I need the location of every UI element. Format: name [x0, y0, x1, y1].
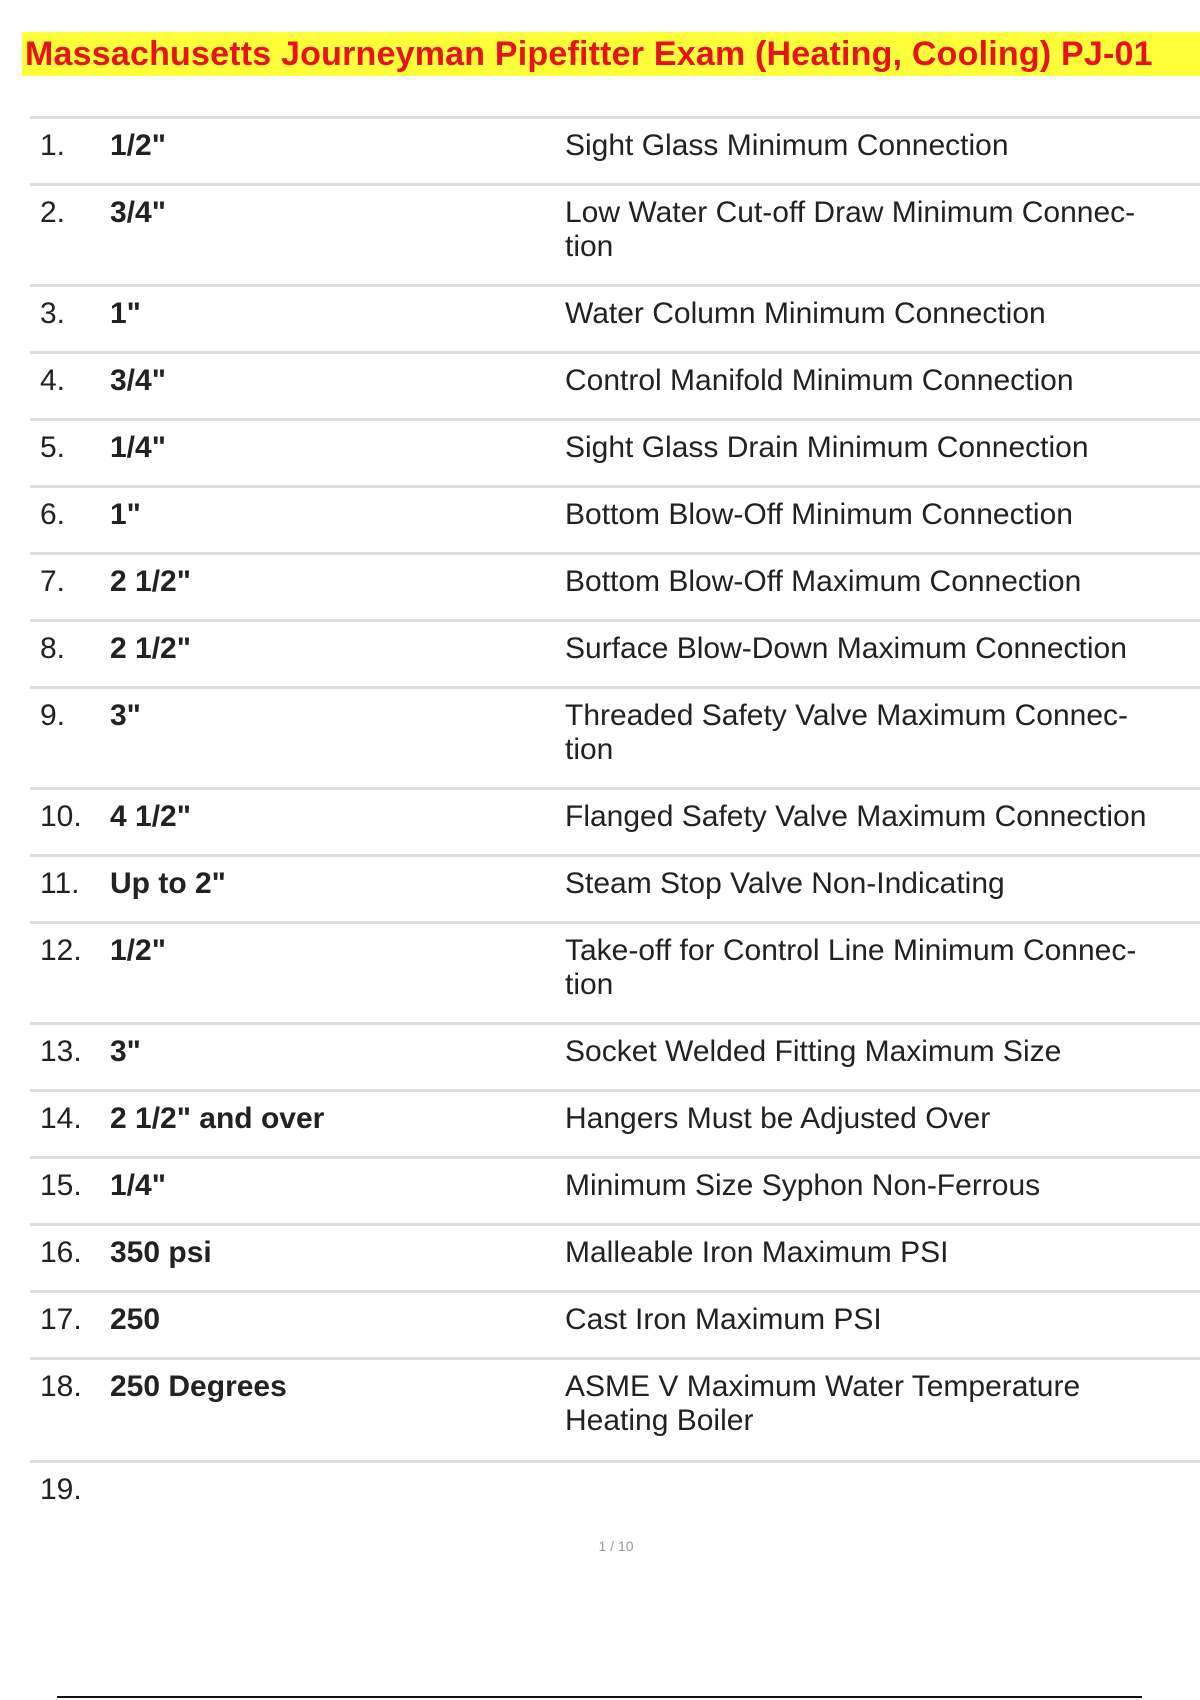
- row-number: 9.: [40, 699, 66, 732]
- row-term: Bottom Blow-Off Minimum Connection: [565, 498, 1073, 531]
- table-row: [30, 1226, 1200, 1293]
- row-number: 1.: [40, 129, 66, 162]
- row-term: Sight Glass Drain Minimum Connection: [565, 431, 1089, 464]
- row-answer: 3": [110, 699, 141, 732]
- row-term: Cast Iron Maximum PSI: [565, 1303, 882, 1336]
- row-term: Take-off for Control Line Minimum Connec- tion: [565, 934, 1137, 1001]
- row-term: Malleable Iron Maximum PSI: [565, 1236, 949, 1269]
- table-row: [30, 689, 1200, 790]
- row-number: 14.: [40, 1102, 82, 1135]
- row-number: 13.: [40, 1035, 82, 1068]
- row-answer: 1/2": [110, 129, 166, 162]
- table-row: [30, 186, 1200, 287]
- table-row: [30, 857, 1200, 924]
- table-row: [30, 1025, 1200, 1092]
- row-number: 2.: [40, 196, 66, 229]
- page-title: Massachusetts Journeyman Pipefitter Exam (Heating, Cooling) PJ-01: [25, 35, 1153, 73]
- row-answer: 1/4": [110, 1169, 166, 1202]
- table-row: [30, 622, 1200, 689]
- page-title-banner: [22, 32, 1200, 76]
- row-answer: 1/2": [110, 934, 166, 967]
- table-row: [30, 555, 1200, 622]
- row-number: 16.: [40, 1236, 82, 1269]
- table-row: [30, 1159, 1200, 1226]
- row-term: Steam Stop Valve Non-Indicating: [565, 867, 1005, 900]
- row-answer: 250 Degrees: [110, 1370, 287, 1403]
- page-indicator: 1 / 10: [598, 1538, 634, 1554]
- row-number: 19.: [40, 1473, 82, 1506]
- table-row: [30, 1463, 1200, 1527]
- row-term: Flanged Safety Valve Maximum Connection: [565, 800, 1147, 833]
- row-term: Threaded Safety Valve Maximum Connec- tion: [565, 699, 1129, 766]
- row-answer: 2 1/2": [110, 632, 191, 665]
- row-term: Sight Glass Minimum Connection: [565, 129, 1009, 162]
- row-answer: 1": [110, 498, 141, 531]
- table-row: [30, 421, 1200, 488]
- row-term: Low Water Cut-off Draw Minimum Connec- tion: [565, 196, 1136, 263]
- row-number: 3.: [40, 297, 66, 330]
- row-number: 4.: [40, 364, 66, 397]
- row-number: 17.: [40, 1303, 82, 1336]
- table-row: [30, 924, 1200, 1025]
- row-number: 8.: [40, 632, 66, 665]
- row-number: 11.: [40, 867, 80, 900]
- row-number: 15.: [40, 1169, 82, 1202]
- row-answer: 250: [110, 1303, 161, 1336]
- table-row: [30, 354, 1200, 421]
- row-number: 18.: [40, 1370, 82, 1403]
- row-answer: 3/4": [110, 364, 166, 397]
- row-answer: 2 1/2" and over: [110, 1102, 325, 1135]
- page-divider: [57, 1696, 1142, 1698]
- row-answer: 3/4": [110, 196, 166, 229]
- row-term: Control Manifold Minimum Connection: [565, 364, 1074, 397]
- table-row: [30, 287, 1200, 354]
- row-answer: 2 1/2": [110, 565, 191, 598]
- row-answer: 3": [110, 1035, 141, 1068]
- row-answer: 4 1/2": [110, 800, 191, 833]
- row-number: 12.: [40, 934, 82, 967]
- row-answer: 1/4": [110, 431, 166, 464]
- row-answer: Up to 2": [110, 867, 226, 900]
- row-term: Surface Blow-Down Maximum Connection: [565, 632, 1127, 665]
- row-term: Bottom Blow-Off Maximum Connection: [565, 565, 1082, 598]
- row-answer: 1": [110, 297, 141, 330]
- flashcard-table: [30, 116, 1200, 1527]
- table-row: [30, 1293, 1200, 1360]
- row-term: Hangers Must be Adjusted Over: [565, 1102, 991, 1135]
- row-answer: 350 psi: [110, 1236, 212, 1269]
- row-number: 6.: [40, 498, 66, 531]
- table-row: [30, 1360, 1200, 1463]
- row-number: 10.: [40, 800, 82, 833]
- table-row: [30, 488, 1200, 555]
- table-row: [30, 1092, 1200, 1159]
- row-number: 7.: [40, 565, 66, 598]
- row-term: Minimum Size Syphon Non-Ferrous: [565, 1169, 1041, 1202]
- row-number: 5.: [40, 431, 66, 464]
- row-term: Water Column Minimum Connection: [565, 297, 1046, 330]
- row-term: ASME V Maximum Water Temperature Heating Boiler: [565, 1370, 1081, 1437]
- table-row: [30, 790, 1200, 857]
- row-term: Socket Welded Fitting Maximum Size: [565, 1035, 1062, 1068]
- table-row: [30, 116, 1200, 186]
